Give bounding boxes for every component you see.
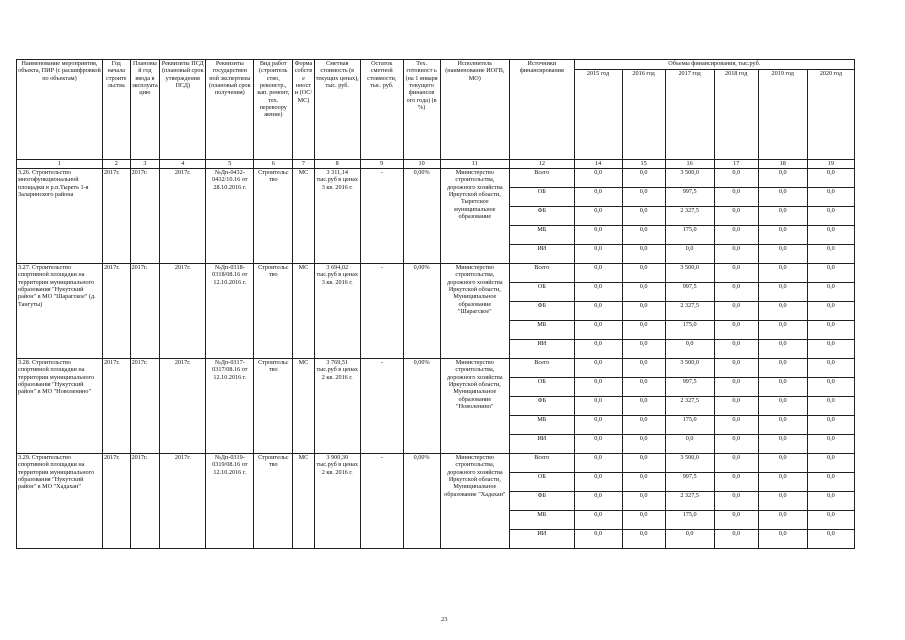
executor: Министерство строительства, дорожного хозяйства Иркутской области, Муниципальное образование "Шарагское" <box>440 264 510 359</box>
funding-value: 0,0 <box>574 169 622 188</box>
ownership: МС <box>293 359 314 454</box>
funding-value: 0,0 <box>758 207 807 226</box>
funding-value: 0,0 <box>758 492 807 511</box>
funding-value: 0,0 <box>622 435 665 454</box>
funding-value: 997,5 <box>665 283 714 302</box>
estimated-cost: 3 694,02 тыс.руб в ценах 3 кв. 2016 г. <box>314 264 360 359</box>
funding-value: 0,0 <box>807 264 854 283</box>
funding-value: 2 327,5 <box>665 397 714 416</box>
funding-value: 0,0 <box>758 473 807 492</box>
readiness: 0,00% <box>403 359 440 454</box>
estimated-cost: 3 769,51 тыс.руб в ценах 2 кв. 2016 г. <box>314 359 360 454</box>
remaining-cost: - <box>360 359 403 454</box>
executor: Министерство строительства, дорожного хозяйства Иркутской области, Муниципальное образование "Новоленино" <box>440 359 510 454</box>
funding-value: 0,0 <box>807 435 854 454</box>
funding-value: 0,0 <box>622 245 665 264</box>
funding-value: 175,0 <box>665 511 714 530</box>
funding-value: 0,0 <box>574 359 622 378</box>
funding-value: 997,5 <box>665 378 714 397</box>
funding-value: 0,0 <box>807 245 854 264</box>
funding-value: 0,0 <box>807 283 854 302</box>
header-cost: Сметная стоимость (в текущих ценах), тыс. руб. <box>314 60 360 160</box>
expertise-ref: №Дп-0318-0318/08.16 от 12.10.2016 г. <box>206 264 254 359</box>
expertise-ref: №Дп-0319-0319/08.16 от 12.10.2016 г. <box>206 454 254 549</box>
commission-year: 2017г. <box>130 169 160 264</box>
remaining-cost: - <box>360 169 403 264</box>
funding-value: 0,0 <box>574 397 622 416</box>
funding-value: 0,0 <box>574 492 622 511</box>
column-number: 5 <box>206 160 254 169</box>
expertise-ref: №Дп-0317-0317/08.16 от 12.10.2016 г. <box>206 359 254 454</box>
column-number: 1 <box>17 160 103 169</box>
funding-value: 0,0 <box>758 511 807 530</box>
funding-value: 0,0 <box>807 340 854 359</box>
work-type: Строительс тво <box>254 359 293 454</box>
funding-value: 0,0 <box>807 511 854 530</box>
funding-source: ОБ <box>510 188 574 207</box>
funding-value: 0,0 <box>574 226 622 245</box>
funding-value: 0,0 <box>758 435 807 454</box>
funding-value: 0,0 <box>574 245 622 264</box>
funding-value: 0,0 <box>807 359 854 378</box>
funding-value: 0,0 <box>758 188 807 207</box>
funding-value: 175,0 <box>665 416 714 435</box>
funding-value: 0,0 <box>622 321 665 340</box>
funding-source: ИИ <box>510 340 574 359</box>
column-number-row <box>17 160 855 169</box>
table-row <box>17 359 855 378</box>
estimated-cost: 3 900,30 тыс.руб в ценах 2 кв. 2016 г. <box>314 454 360 549</box>
funding-value: 0,0 <box>758 378 807 397</box>
funding-value: 0,0 <box>574 207 622 226</box>
funding-value: 0,0 <box>622 454 665 473</box>
funding-value: 0,0 <box>758 169 807 188</box>
header-year: 2018 год <box>714 70 758 160</box>
ownership: МС <box>293 169 314 264</box>
funding-value: 0,0 <box>807 454 854 473</box>
column-number: 9 <box>360 160 403 169</box>
column-number: 8 <box>314 160 360 169</box>
header-ownership: Форма собстве нности (ОС/МС) <box>293 60 314 160</box>
funding-value: 0,0 <box>574 473 622 492</box>
table-row <box>17 169 855 188</box>
project-name: 3.26. Строительство многофункциональной площадки в р.п.Тыреть 1-я Заларинского района <box>17 169 103 264</box>
funding-value: 0,0 <box>714 169 758 188</box>
page-number: 23 <box>441 616 448 623</box>
readiness: 0,00% <box>403 169 440 264</box>
funding-value: 0,0 <box>714 435 758 454</box>
funding-value: 0,0 <box>622 473 665 492</box>
funding-value: 0,0 <box>714 473 758 492</box>
funding-value: 0,0 <box>807 169 854 188</box>
funding-value: 0,0 <box>574 530 622 549</box>
funding-value: 0,0 <box>714 378 758 397</box>
expertise-ref: №Дп-0432-0432/10.16 от 28.10.2016 г. <box>206 169 254 264</box>
funding-value: 0,0 <box>807 473 854 492</box>
funding-value: 0,0 <box>622 169 665 188</box>
funding-value: 0,0 <box>574 340 622 359</box>
psd-date: 2017г. <box>160 359 206 454</box>
funding-value: 0,0 <box>574 283 622 302</box>
table-row <box>17 264 855 283</box>
funding-source: Всего <box>510 169 574 188</box>
funding-value: 0,0 <box>622 530 665 549</box>
funding-value: 0,0 <box>622 378 665 397</box>
funding-table <box>16 59 855 549</box>
funding-source: Всего <box>510 359 574 378</box>
funding-value: 0,0 <box>574 188 622 207</box>
column-number: 12 <box>510 160 574 169</box>
funding-value: 0,0 <box>714 226 758 245</box>
start-year: 2017г. <box>102 454 130 549</box>
funding-value: 3 500,0 <box>665 169 714 188</box>
header-year: 2019 год <box>758 70 807 160</box>
funding-value: 0,0 <box>714 359 758 378</box>
funding-value: 0,0 <box>714 397 758 416</box>
funding-value: 0,0 <box>622 511 665 530</box>
funding-value: 0,0 <box>622 188 665 207</box>
funding-value: 0,0 <box>622 264 665 283</box>
funding-value: 0,0 <box>574 435 622 454</box>
funding-value: 0,0 <box>758 226 807 245</box>
header-name: Наименование мероприятия, объекта, ПИР (с расшифровкой по объектам) <box>17 60 103 160</box>
funding-value: 0,0 <box>714 492 758 511</box>
funding-value: 0,0 <box>622 359 665 378</box>
header-readiness: Тех. готовност ь (на 1 января текущего финансов ого года) (в %) <box>403 60 440 160</box>
funding-value: 0,0 <box>622 416 665 435</box>
funding-value: 0,0 <box>807 226 854 245</box>
executor: Министерство строительства, дорожного хозяйства Иркутской области, Муниципальное образование "Хадахан" <box>440 454 510 549</box>
funding-value: 0,0 <box>665 340 714 359</box>
funding-value: 0,0 <box>714 321 758 340</box>
funding-source: Всего <box>510 454 574 473</box>
work-type: Строительс тво <box>254 169 293 264</box>
readiness: 0,00% <box>403 454 440 549</box>
project-name: 3.28. Строительство спортивной площадки на территории муниципального образования "Нукутский район" в МО "Новоленино" <box>17 359 103 454</box>
funding-source: МБ <box>510 226 574 245</box>
header-funding-group: Объемы финансирования, тыс.руб. <box>574 60 854 70</box>
funding-value: 0,0 <box>807 321 854 340</box>
funding-value: 0,0 <box>622 492 665 511</box>
funding-value: 0,0 <box>758 340 807 359</box>
executor: Министерство строительства, дорожного хозяйства Иркутской области, Тыретское муниципальное образование <box>440 169 510 264</box>
funding-value: 0,0 <box>622 283 665 302</box>
funding-source: ОБ <box>510 283 574 302</box>
funding-value: 0,0 <box>714 416 758 435</box>
commission-year: 2017г. <box>130 264 160 359</box>
column-number: 4 <box>160 160 206 169</box>
column-number: 10 <box>403 160 440 169</box>
funding-value: 2 327,5 <box>665 207 714 226</box>
header-work-type: Вид работ (строитель ство, реконстр., кап. ремонт, тех. перевоору жение) <box>254 60 293 160</box>
funding-value: 0,0 <box>758 321 807 340</box>
funding-value: 0,0 <box>665 530 714 549</box>
funding-value: 0,0 <box>714 207 758 226</box>
header-year: 2020 год <box>807 70 854 160</box>
header-year: 2017 год <box>665 70 714 160</box>
remaining-cost: - <box>360 264 403 359</box>
estimated-cost: 3 311,14 тыс.руб в ценах 3 кв. 2016 г. <box>314 169 360 264</box>
funding-value: 0,0 <box>758 416 807 435</box>
funding-value: 0,0 <box>574 416 622 435</box>
work-type: Строительс тво <box>254 264 293 359</box>
header-psd: Реквизиты ПСД (плановый срок утверждения ПСД) <box>160 60 206 160</box>
funding-value: 2 327,5 <box>665 492 714 511</box>
header-start-year: Год начала строите льства <box>102 60 130 160</box>
funding-source: ФБ <box>510 302 574 321</box>
funding-value: 0,0 <box>758 302 807 321</box>
funding-source: МБ <box>510 511 574 530</box>
work-type: Строительс тво <box>254 454 293 549</box>
column-number: 16 <box>665 160 714 169</box>
column-number: 15 <box>622 160 665 169</box>
header-row-top <box>17 60 855 70</box>
funding-source: Всего <box>510 264 574 283</box>
funding-value: 0,0 <box>758 397 807 416</box>
column-number: 11 <box>440 160 510 169</box>
funding-source: ИИ <box>510 530 574 549</box>
header-expertise: Реквизиты государствен ной экспертизы (плановый срок получения) <box>206 60 254 160</box>
funding-value: 0,0 <box>758 264 807 283</box>
header-year: 2015 год <box>574 70 622 160</box>
funding-value: 0,0 <box>622 226 665 245</box>
funding-value: 0,0 <box>574 378 622 397</box>
funding-value: 0,0 <box>665 245 714 264</box>
funding-value: 0,0 <box>807 416 854 435</box>
funding-value: 0,0 <box>622 207 665 226</box>
funding-value: 0,0 <box>714 454 758 473</box>
funding-value: 3 500,0 <box>665 359 714 378</box>
column-number: 19 <box>807 160 854 169</box>
funding-value: 0,0 <box>807 530 854 549</box>
start-year: 2017г. <box>102 359 130 454</box>
funding-value: 175,0 <box>665 321 714 340</box>
psd-date: 2017г. <box>160 169 206 264</box>
funding-value: 0,0 <box>807 188 854 207</box>
header-sources: Источники финансирования <box>510 60 574 160</box>
funding-value: 0,0 <box>574 454 622 473</box>
psd-date: 2017г. <box>160 264 206 359</box>
funding-value: 0,0 <box>758 245 807 264</box>
funding-value: 0,0 <box>622 302 665 321</box>
funding-value: 0,0 <box>714 511 758 530</box>
header-remaining: Остаток сметной стоимости, тыс. руб. <box>360 60 403 160</box>
ownership: МС <box>293 454 314 549</box>
funding-source: ФБ <box>510 207 574 226</box>
funding-source: МБ <box>510 416 574 435</box>
funding-value: 3 500,0 <box>665 454 714 473</box>
funding-value: 3 500,0 <box>665 264 714 283</box>
funding-value: 175,0 <box>665 226 714 245</box>
funding-source: ИИ <box>510 435 574 454</box>
funding-value: 0,0 <box>758 530 807 549</box>
header-executor: Исполнитель (наименование ИОГВ, МО) <box>440 60 510 160</box>
project-name: 3.29. Строительство спортивной площадки на территории муниципального образования "Нукутский район" в МО "Хадахан" <box>17 454 103 549</box>
start-year: 2017г. <box>102 264 130 359</box>
funding-value: 0,0 <box>807 207 854 226</box>
commission-year: 2017г. <box>130 454 160 549</box>
funding-value: 0,0 <box>807 397 854 416</box>
funding-value: 0,0 <box>714 264 758 283</box>
column-number: 3 <box>130 160 160 169</box>
funding-value: 0,0 <box>622 340 665 359</box>
funding-value: 0,0 <box>714 340 758 359</box>
column-number: 17 <box>714 160 758 169</box>
funding-source: ОБ <box>510 473 574 492</box>
funding-value: 997,5 <box>665 473 714 492</box>
funding-value: 0,0 <box>714 302 758 321</box>
funding-value: 0,0 <box>574 321 622 340</box>
funding-value: 0,0 <box>622 397 665 416</box>
funding-value: 0,0 <box>807 492 854 511</box>
funding-value: 0,0 <box>758 283 807 302</box>
funding-value: 0,0 <box>574 302 622 321</box>
commission-year: 2017г. <box>130 359 160 454</box>
funding-source: ФБ <box>510 492 574 511</box>
project-name: 3.27. Строительство спортивной площадки на территории муниципального образования "Нукутский район" в МО "Шарагское" (д. Тангуты) <box>17 264 103 359</box>
funding-value: 0,0 <box>574 511 622 530</box>
funding-value: 0,0 <box>807 378 854 397</box>
funding-value: 0,0 <box>714 283 758 302</box>
funding-source: ИИ <box>510 245 574 264</box>
funding-source: ФБ <box>510 397 574 416</box>
funding-value: 0,0 <box>665 435 714 454</box>
funding-value: 0,0 <box>758 454 807 473</box>
readiness: 0,00% <box>403 264 440 359</box>
column-number: 2 <box>102 160 130 169</box>
ownership: МС <box>293 264 314 359</box>
table-row <box>17 454 855 473</box>
funding-value: 0,0 <box>714 530 758 549</box>
funding-value: 0,0 <box>758 359 807 378</box>
remaining-cost: - <box>360 454 403 549</box>
header-year: 2016 год <box>622 70 665 160</box>
column-number: 14 <box>574 160 622 169</box>
start-year: 2017г. <box>102 169 130 264</box>
funding-source: ОБ <box>510 378 574 397</box>
funding-source: МБ <box>510 321 574 340</box>
psd-date: 2017г. <box>160 454 206 549</box>
funding-value: 0,0 <box>714 245 758 264</box>
column-number: 7 <box>293 160 314 169</box>
funding-value: 0,0 <box>574 264 622 283</box>
funding-value: 0,0 <box>714 188 758 207</box>
funding-value: 0,0 <box>807 302 854 321</box>
funding-value: 2 327,5 <box>665 302 714 321</box>
column-number: 18 <box>758 160 807 169</box>
column-number: 6 <box>254 160 293 169</box>
funding-value: 997,5 <box>665 188 714 207</box>
header-commission-year: Плановый год ввода в эксплуата цию <box>130 60 160 160</box>
